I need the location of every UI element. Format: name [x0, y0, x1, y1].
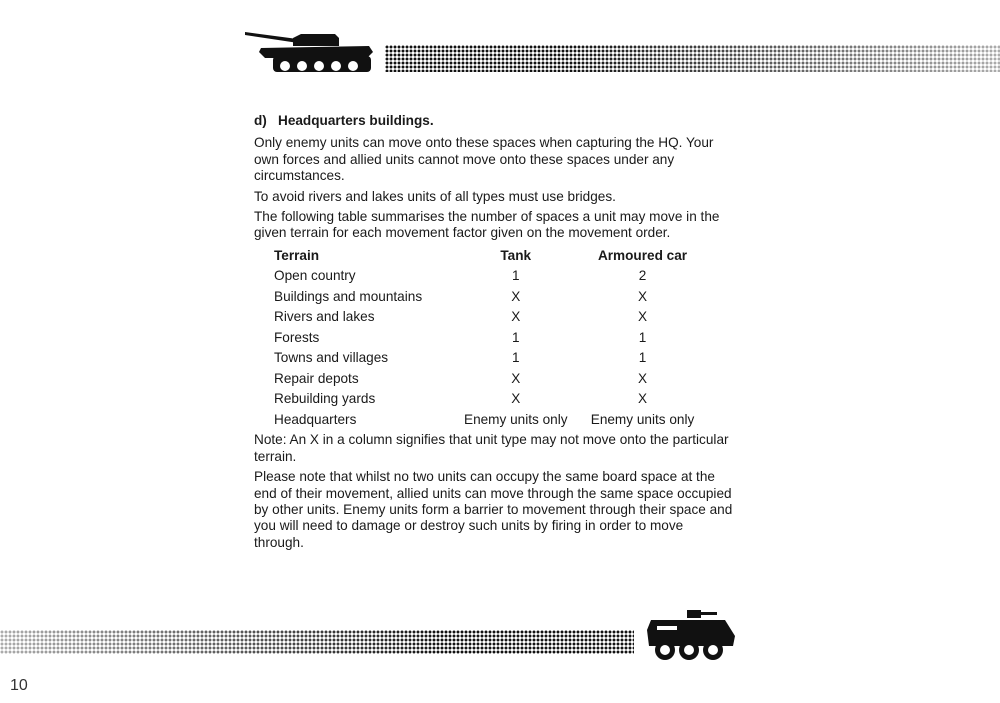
terrain-cell: Forests: [274, 329, 320, 345]
terrain-cell: Repair depots: [274, 370, 359, 386]
tank-cell: 1: [511, 350, 520, 366]
table-row: [274, 307, 718, 328]
table-header-row: [274, 246, 718, 267]
table-row: [274, 328, 718, 349]
tank-cell: X: [511, 370, 521, 386]
table-row: [274, 369, 718, 390]
table-row: [274, 287, 718, 308]
header-terrain: Terrain: [274, 247, 320, 263]
tank-cell: Enemy units only: [464, 411, 568, 427]
header-armoured-car: Armoured car: [597, 247, 688, 263]
terrain-cell: Rivers and lakes: [274, 309, 375, 325]
tank-cell: 1: [511, 268, 520, 284]
terrain-cell: Buildings and mountains: [274, 288, 423, 304]
tank-cell: 1: [511, 329, 520, 345]
armoured-car-cell: X: [637, 309, 648, 325]
terrain-cell: Headquarters: [274, 411, 357, 427]
armoured-car-cell: Enemy units only: [590, 411, 695, 427]
note-x-meaning: Note: An X in a column signifies that unit type may not move onto the particular terrain.: [254, 432, 729, 464]
tank-icon: [243, 24, 375, 76]
terrain-cell: Towns and villages: [274, 350, 389, 366]
note-unit-movement: Please note that whilst no two units can occupy the same board space at the end of their movement, allied units can move through the same space occupied by other units. Enemy units form a barrier to movement through their space and you will need to damage or destroy such units by firing in order to move through.: [254, 469, 733, 550]
page-number: 10: [10, 677, 28, 694]
tank-cell: X: [511, 309, 521, 325]
terrain-cell: Open country: [274, 268, 356, 284]
header-tank: Tank: [500, 247, 532, 263]
tank-cell: X: [511, 288, 521, 304]
paragraph-hq: Only enemy units can move onto these spaces when capturing the HQ. Your own forces and allied units cannot move onto these spaces under any circumstances.: [254, 135, 714, 184]
armoured-car-cell: 2: [638, 268, 647, 284]
armoured-car-icon: [645, 608, 737, 663]
movement-table: [274, 246, 718, 431]
table-row: [274, 266, 718, 287]
table-row: [274, 410, 718, 431]
armoured-car-cell: X: [637, 288, 648, 304]
paragraph-bridges: To avoid rivers and lakes units of all types must use bridges.: [254, 188, 616, 204]
tank-cell: X: [511, 391, 521, 407]
armoured-car-cell: X: [637, 370, 648, 386]
table-row: [274, 348, 718, 369]
table-row: [274, 389, 718, 410]
page-content: [254, 113, 734, 555]
section-title: Headquarters buildings.: [278, 113, 434, 128]
top-dotted-banner: [385, 45, 1000, 72]
bottom-dotted-banner: [0, 630, 634, 654]
armoured-car-cell: X: [637, 391, 648, 407]
armoured-car-cell: 1: [638, 329, 647, 345]
paragraph-table-intro: The following table summarises the number of spaces a unit may move in the given terrain for each movement factor given on the movement order.: [254, 209, 720, 241]
section-heading: [254, 113, 734, 129]
section-label: d): [254, 113, 267, 128]
terrain-cell: Rebuilding yards: [274, 391, 376, 407]
armoured-car-cell: 1: [638, 350, 647, 366]
